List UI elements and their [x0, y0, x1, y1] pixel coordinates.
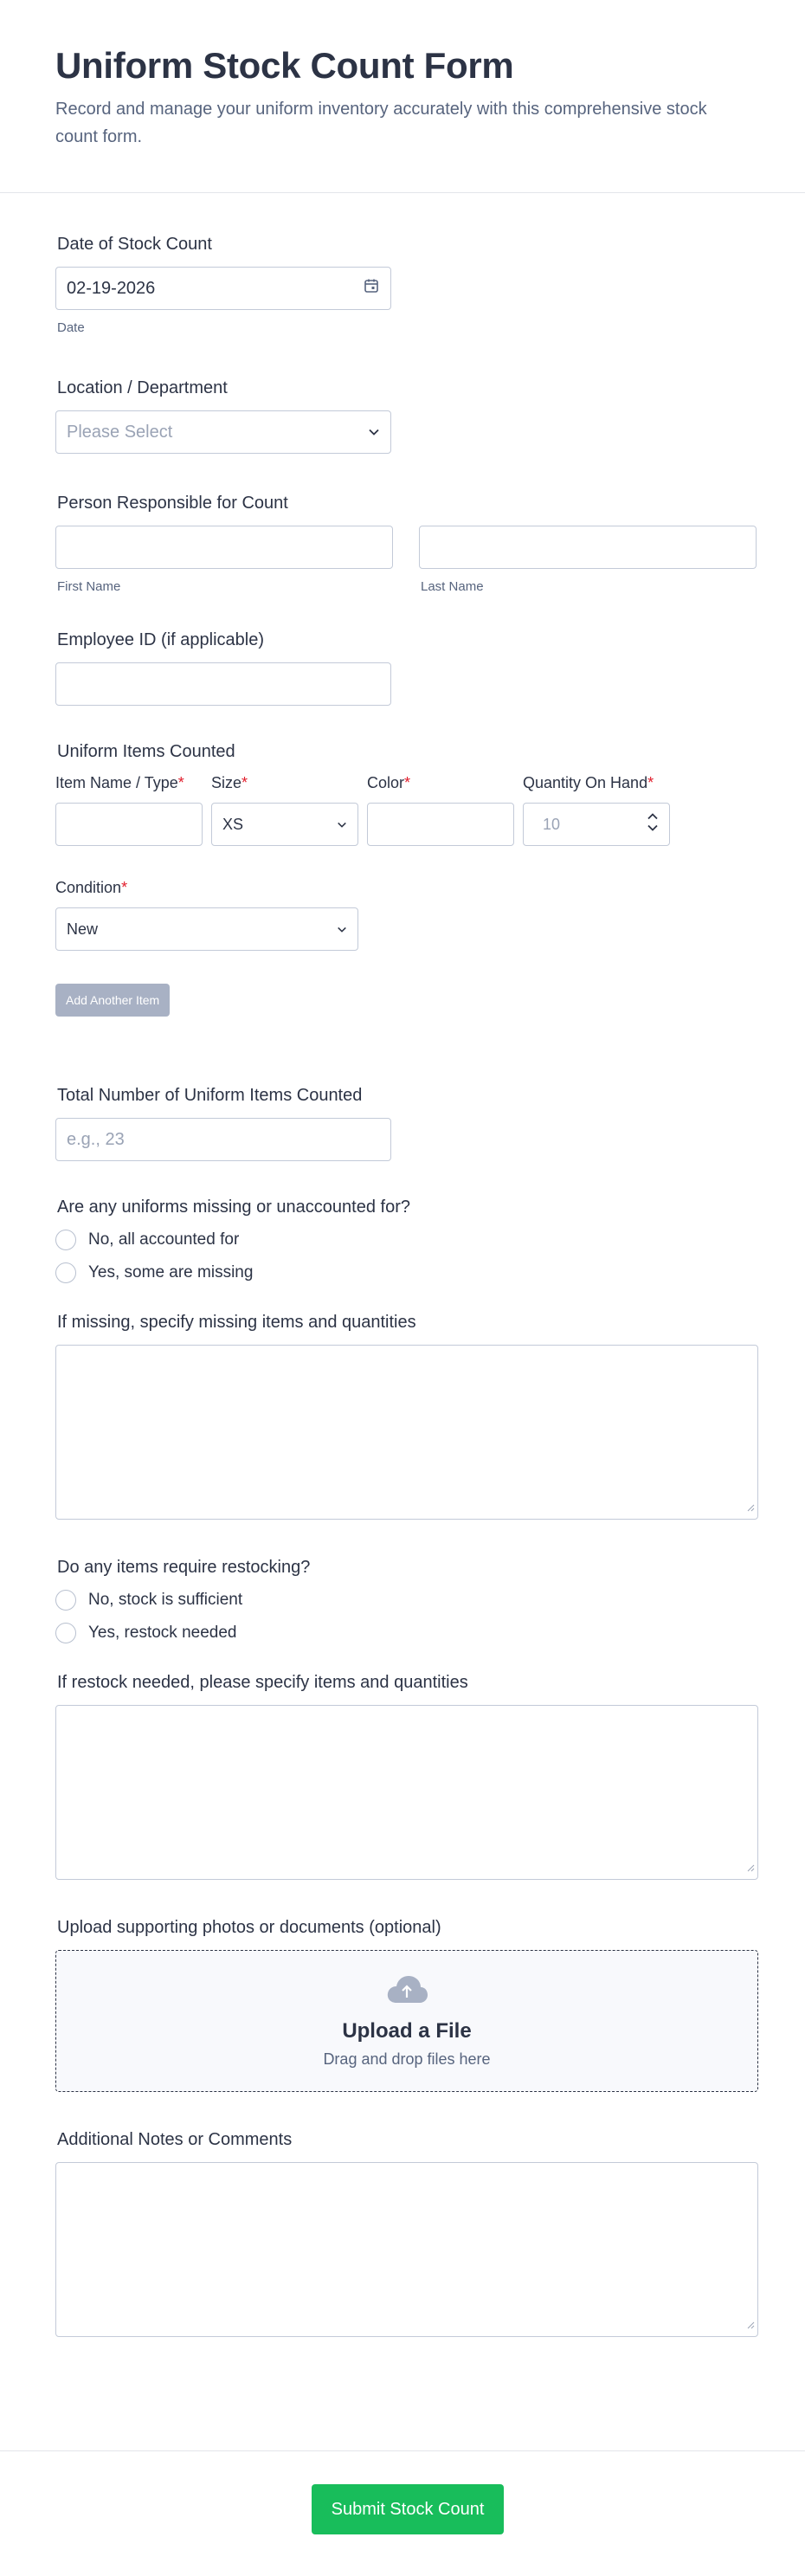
form-body	[0, 235, 805, 2337]
total-placeholder: e.g., 23	[67, 1129, 125, 1149]
total-label: Total Number of Uniform Items Counted	[57, 1086, 363, 1105]
item-name-label: Item Name / Type	[55, 774, 178, 791]
color-label: Color	[367, 774, 405, 791]
location-field	[55, 378, 750, 454]
uniform-items-label: Uniform Items Counted	[57, 742, 235, 761]
resize-handle-icon[interactable]	[746, 2318, 755, 2334]
size-value: XS	[222, 815, 244, 833]
uniform-items-field	[55, 742, 750, 1017]
item-name-input[interactable]	[55, 803, 203, 846]
upload-subtitle: Drag and drop files here	[323, 2050, 491, 2068]
required-mark: *	[121, 879, 128, 896]
radio-option-no-restock[interactable]	[55, 1590, 750, 1611]
restock-question	[55, 1558, 750, 1643]
size-column	[211, 774, 358, 846]
required-mark: *	[647, 774, 654, 791]
chevron-down-icon	[337, 816, 347, 834]
person-label: Person Responsible for Count	[57, 494, 288, 513]
condition-label: Condition	[55, 879, 122, 896]
cloud-upload-icon	[385, 1973, 428, 2009]
radio-option-label: Yes, some are missing	[88, 1263, 254, 1282]
quantity-stepper[interactable]	[523, 803, 670, 846]
condition-column	[55, 879, 750, 951]
radio-option-label: No, stock is sufficient	[88, 1591, 243, 1609]
form-header	[0, 0, 805, 193]
employee-field	[55, 630, 750, 706]
person-field	[55, 494, 750, 594]
resize-handle-icon[interactable]	[746, 1861, 755, 1876]
employee-id-input[interactable]	[55, 662, 391, 706]
item-name-column	[55, 774, 203, 846]
missing-details-label: If missing, specify missing items and quantities	[57, 1313, 416, 1332]
chevron-down-icon	[368, 423, 380, 442]
notes-field	[55, 2130, 750, 2337]
total-field	[55, 1086, 750, 1161]
location-select[interactable]	[55, 410, 391, 454]
form-footer	[0, 2450, 805, 2576]
radio-button[interactable]	[55, 1230, 76, 1250]
required-mark: *	[177, 774, 184, 791]
resize-handle-icon[interactable]	[746, 1501, 755, 1516]
quantity-label: Quantity On Hand	[523, 774, 648, 791]
radio-option-label: No, all accounted for	[88, 1230, 240, 1249]
radio-option-yes-restock[interactable]	[55, 1623, 750, 1643]
total-input[interactable]	[55, 1118, 391, 1161]
date-input[interactable]	[55, 267, 391, 310]
first-name-group	[55, 526, 393, 594]
last-name-sublabel: Last Name	[421, 579, 484, 594]
last-name-group	[419, 526, 757, 594]
upload-title: Upload a File	[342, 2019, 472, 2043]
color-column	[367, 774, 514, 846]
radio-button[interactable]	[55, 1590, 76, 1611]
first-name-input[interactable]	[55, 526, 393, 569]
radio-button[interactable]	[55, 1623, 76, 1643]
radio-option-label: Yes, restock needed	[88, 1624, 237, 1642]
date-value: 02-19-2026	[67, 278, 156, 298]
restock-details-label: If restock needed, please specify items and quantities	[57, 1673, 468, 1692]
quantity-placeholder: 10	[543, 815, 561, 833]
date-sublabel: Date	[57, 320, 85, 335]
add-another-item-button[interactable]: Add Another Item	[55, 984, 170, 1017]
quantity-column	[523, 774, 670, 846]
condition-value: New	[67, 920, 99, 938]
submit-button[interactable]: Submit Stock Count	[312, 2484, 504, 2534]
stepper-arrows-icon[interactable]	[647, 811, 659, 838]
missing-question	[55, 1198, 750, 1283]
required-mark: *	[242, 774, 248, 791]
notes-label: Additional Notes or Comments	[57, 2130, 293, 2149]
size-label: Size	[211, 774, 242, 791]
missing-details-field	[55, 1313, 750, 1520]
form-title: Uniform Stock Count Form	[55, 45, 514, 86]
upload-label: Upload supporting photos or documents (optional)	[57, 1918, 441, 1937]
chevron-down-icon	[337, 920, 347, 939]
restock-details-field	[55, 1673, 750, 1880]
date-field	[55, 235, 750, 335]
employee-label: Employee ID (if applicable)	[57, 630, 264, 649]
radio-option-yes-missing[interactable]	[55, 1262, 750, 1283]
last-name-input[interactable]	[419, 526, 757, 569]
date-label: Date of Stock Count	[57, 235, 212, 254]
missing-details-textarea[interactable]	[55, 1345, 758, 1520]
color-input[interactable]	[367, 803, 514, 846]
location-label: Location / Department	[57, 378, 228, 397]
notes-textarea[interactable]	[55, 2162, 758, 2337]
size-select[interactable]	[211, 803, 358, 846]
upload-field	[55, 1918, 750, 2092]
uniform-item-row	[55, 774, 750, 846]
upload-dropzone[interactable]	[55, 1950, 758, 2092]
radio-button[interactable]	[55, 1262, 76, 1283]
calendar-icon[interactable]	[363, 277, 380, 300]
location-placeholder: Please Select	[67, 422, 173, 442]
restock-details-textarea[interactable]	[55, 1705, 758, 1880]
missing-question-label: Are any uniforms missing or unaccounted for?	[57, 1198, 410, 1217]
required-mark: *	[404, 774, 411, 791]
form-subtitle: Record and manage your uniform inventory accurately with this comprehensive stock count form.	[55, 100, 707, 146]
first-name-sublabel: First Name	[57, 579, 121, 594]
radio-option-no-missing[interactable]	[55, 1230, 750, 1250]
condition-select[interactable]	[55, 907, 358, 951]
restock-question-label: Do any items require restocking?	[57, 1558, 311, 1577]
